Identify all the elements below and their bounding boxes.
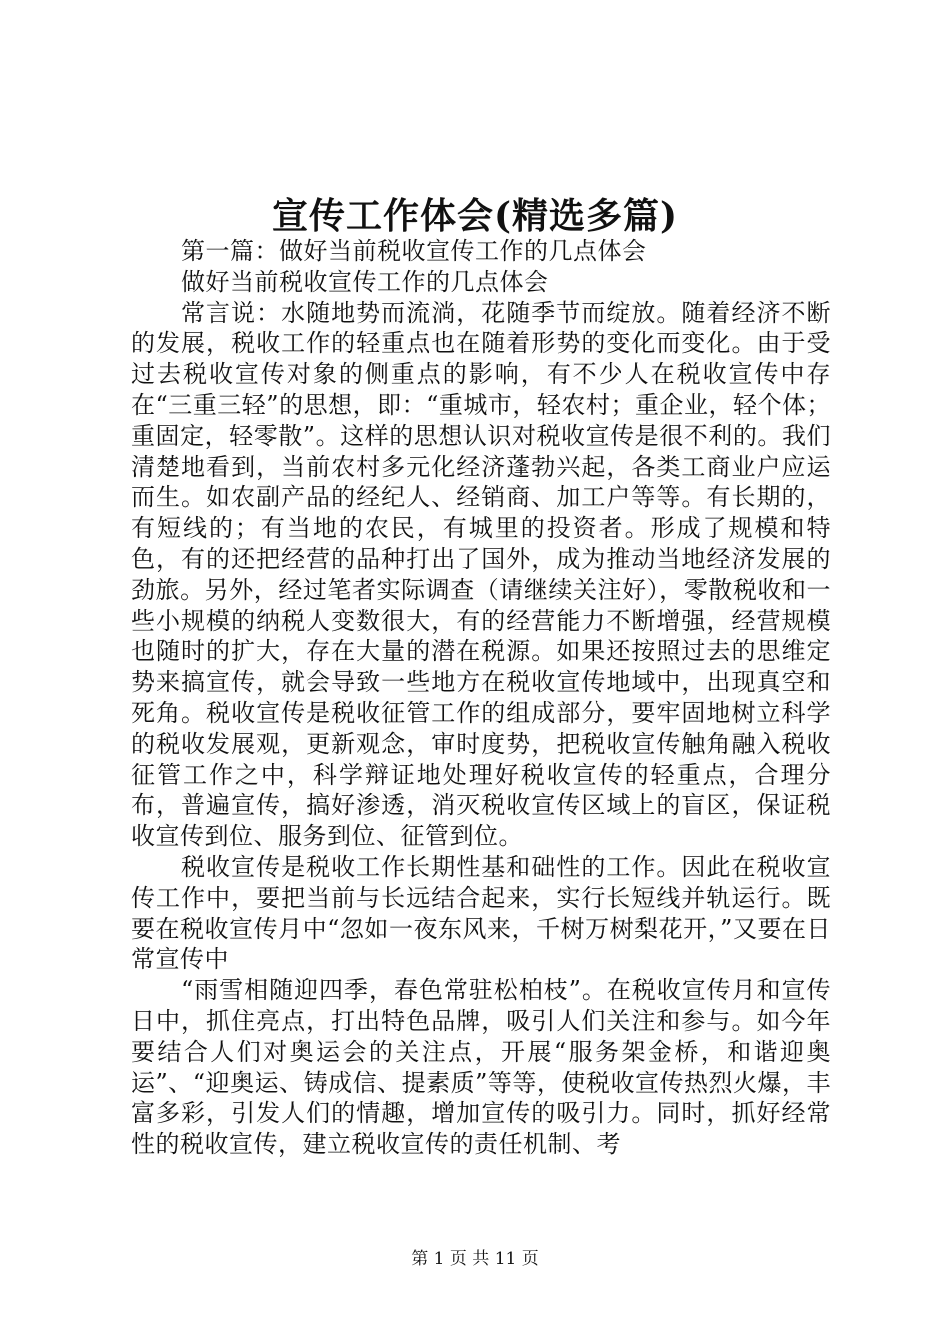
body-paragraph: “雨雪相随迎四季，春色常驻松柏枝”。在税收宣传月和宣传日中，抓住亮点，打出特色品牌，吸引人们关注和参与。如今年要结合人们对奥运会的关注点，开展“服务架金桥，和谐迎奥运”、“迎奥运、铸成信、提素质”等等，使税收宣传热烈火爆，丰富多彩，引发人们的情趣，增加宣传的吸引力。同时，抓好经常性的税收宣传，建立税收宣传的责任机制、考 <box>131 976 831 1159</box>
body-paragraph: 常言说：水随地势而流淌，花随季节而绽放。随着经济不断的发展，税收工作的轻重点也在随着形势的变化而变化。由于受过去税收宣传对象的侧重点的影响，有不少人在税收宣传中存在“三重三轻”的思想，即：“重城市，轻农村；重企业，轻个体；重固定，轻零散”。这样的思想认识对税收宣传是很不利的。我们清楚地看到，当前农村多元化经济蓬勃兴起，各类工商业户应运而生。如农副产品的经纪人、经销商、加工户等等。有长期的，有短线的；有当地的农民，有城里的投资者。形成了规模和特色，有的还把经营的品种打出了国外，成为推动当地经济发展的劲旅。另外，经过笔者实际调查（请继续关注好），零散税收和一些小规模的纳税人变数很大，有的经营能力不断增强，经营规模也随时的扩大，存在大量的潜在税源。如果还按照过去的思维定势来搞宣传，就会导致一些地方在税收宣传地域中，出现真空和死角。税收宣传是税收征管工作的组成部分，要牢固地树立科学的税收发展观，更新观念，审时度势，把税收宣传触角融入税收征管工作之中，科学辩证地处理好税收宣传的轻重点，合理分布，普遍宣传，搞好渗透，消灭税收宣传区域上的盲区，保证税收宣传到位、服务到位、征管到位。 <box>131 298 831 851</box>
sub-heading: 做好当前税收宣传工作的几点体会 <box>181 267 549 296</box>
body-paragraph: 税收宣传是税收工作长期性基和础性的工作。因此在税收宣传工作中，要把当前与长远结合起来，实行长短线并轨运行。既要在税收宣传月中“忽如一夜东风来，千树万树梨花开，”又要在日常宣传中 <box>131 852 831 974</box>
section-heading: 第一篇：做好当前税收宣传工作的几点体会 <box>181 237 647 265</box>
document-title: 宣传工作体会(精选多篇) <box>271 195 679 237</box>
page-footer: 第 1 页 共 11 页 <box>411 1249 539 1269</box>
document-body <box>131 236 831 1160</box>
